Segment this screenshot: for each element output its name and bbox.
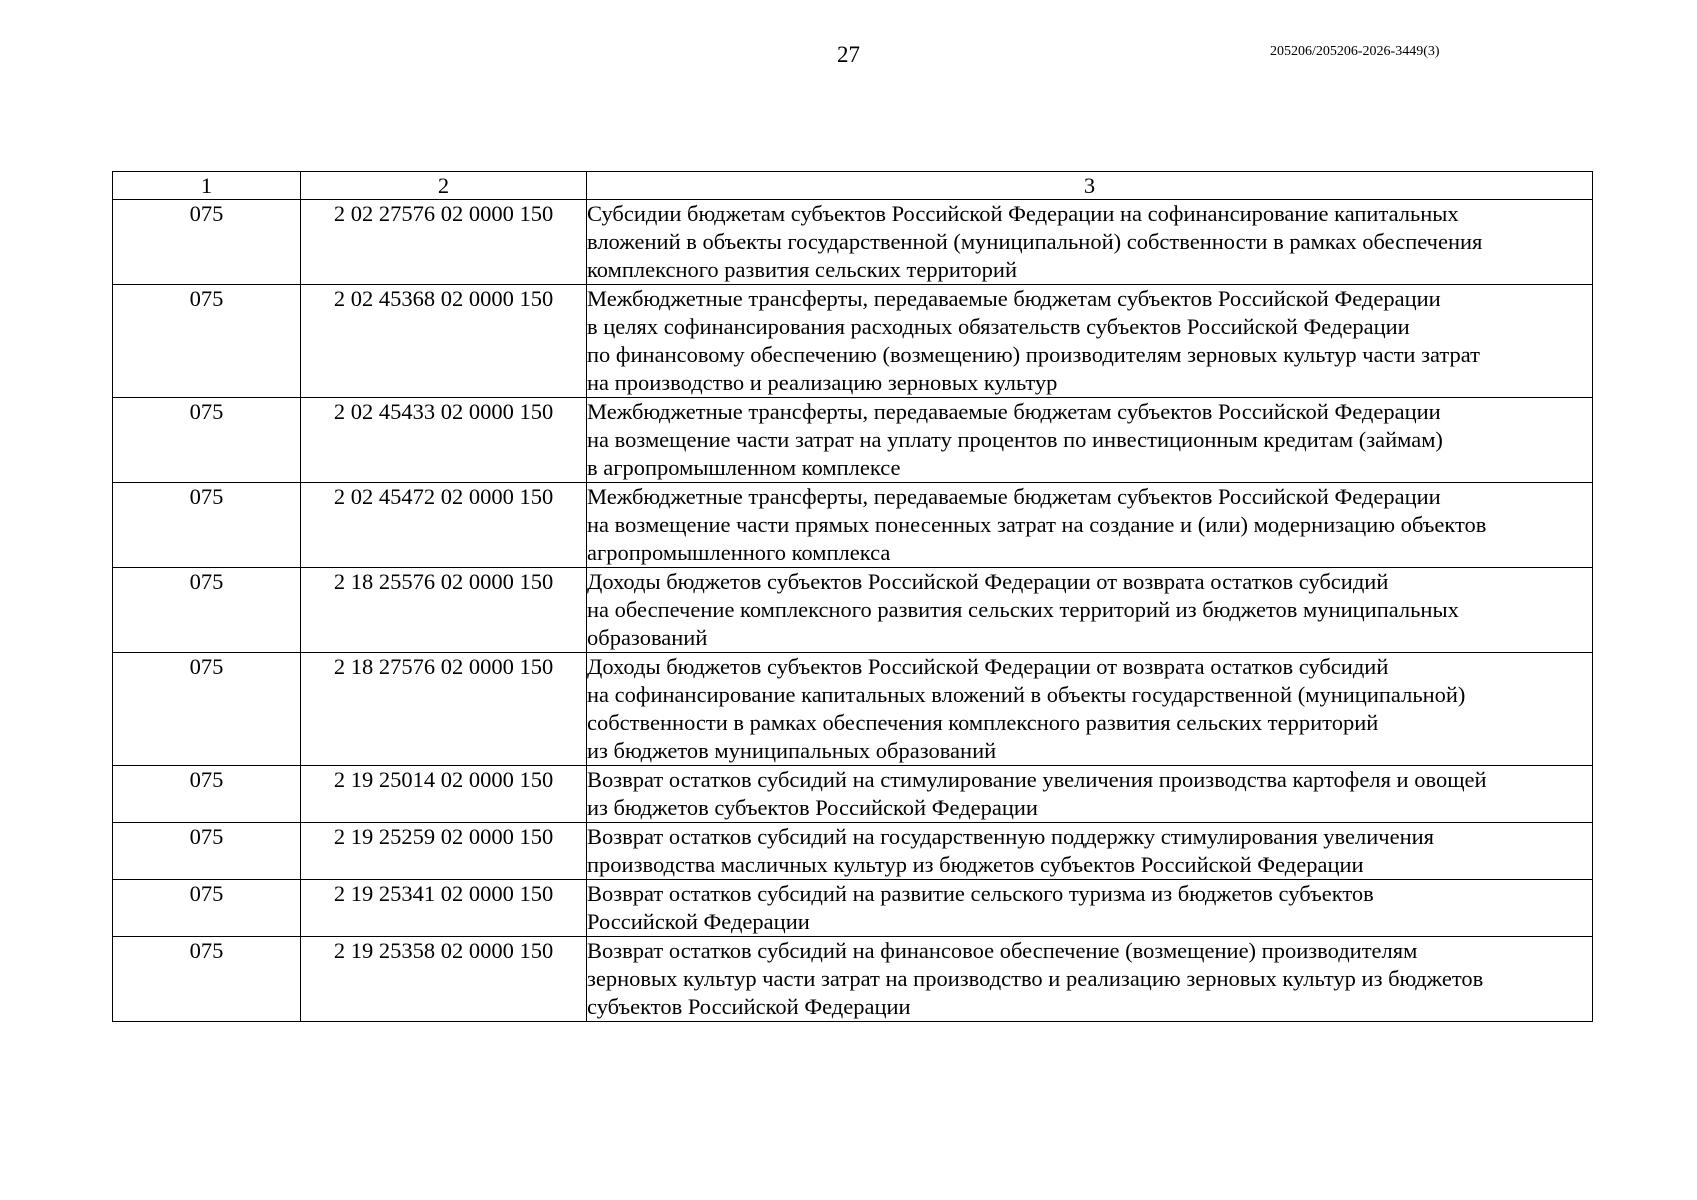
income-name-line: на возмещение части затрат на уплату процентов по инвестиционным кредитам (займам) (587, 427, 1443, 452)
budget-code-cell: 2 19 25358 02 0000 150 (301, 937, 587, 1022)
income-name-line: в агропромышленном комплексе (587, 455, 901, 480)
income-name-line: Возврат остатков субсидий на стимулирование увеличения производства картофеля и овощей (587, 767, 1487, 792)
column-header-2: 2 (301, 172, 587, 200)
income-name-cell (587, 823, 1593, 880)
income-name-line: из бюджетов муниципальных образований (587, 738, 997, 763)
income-name-line: Межбюджетные трансферты, передаваемые бюджетам субъектов Российской Федерации (587, 484, 1441, 509)
income-name-line: Российской Федерации (587, 909, 810, 934)
income-name-line: на возмещение части прямых понесенных затрат на создание и (или) модернизацию объектов (587, 512, 1487, 537)
admin-code-cell: 075 (113, 653, 301, 766)
budget-code-cell: 2 19 25259 02 0000 150 (301, 823, 587, 880)
income-name-line: Доходы бюджетов субъектов Российской Федерации от возврата остатков субсидий (587, 569, 1389, 594)
income-name-cell (587, 568, 1593, 653)
table-row (113, 653, 1593, 766)
income-name-line: агропромышленного комплекса (587, 540, 891, 565)
income-name-line: на софинансирование капитальных вложений в объекты государственной (муниципальной) (587, 682, 1466, 707)
income-name-line: собственности в рамках обеспечения комплексного развития сельских территорий (587, 710, 1379, 735)
budget-code-cell: 2 02 27576 02 0000 150 (301, 200, 587, 285)
budget-code-cell: 2 19 25014 02 0000 150 (301, 766, 587, 823)
table-row (113, 766, 1593, 823)
admin-code-cell: 075 (113, 823, 301, 880)
admin-code-cell: 075 (113, 937, 301, 1022)
income-name-cell (587, 200, 1593, 285)
table-row (113, 398, 1593, 483)
income-name-line: по финансовому обеспечению (возмещению) производителям зерновых культур части затрат (587, 342, 1480, 367)
income-name-line: Межбюджетные трансферты, передаваемые бюджетам субъектов Российской Федерации (587, 286, 1441, 311)
table-row (113, 483, 1593, 568)
income-name-cell (587, 285, 1593, 398)
column-header-1: 1 (113, 172, 301, 200)
table-body (113, 200, 1593, 1022)
income-name-line: зерновых культур части затрат на производство и реализацию зерновых культур из бюджетов (587, 966, 1484, 991)
income-name-line: образований (587, 625, 708, 650)
budget-code-cell: 2 02 45368 02 0000 150 (301, 285, 587, 398)
income-name-cell (587, 653, 1593, 766)
budget-codes-table (112, 171, 1593, 1022)
table-row (113, 937, 1593, 1022)
table-row (113, 568, 1593, 653)
budget-code-cell: 2 18 27576 02 0000 150 (301, 653, 587, 766)
admin-code-cell: 075 (113, 483, 301, 568)
admin-code-cell: 075 (113, 200, 301, 285)
income-name-line: Субсидии бюджетам субъектов Российской Федерации на софинансирование капитальных (587, 201, 1459, 226)
budget-code-cell: 2 02 45472 02 0000 150 (301, 483, 587, 568)
income-name-cell (587, 766, 1593, 823)
income-name-line: Возврат остатков субсидий на финансовое обеспечение (возмещение) производителям (587, 938, 1418, 963)
income-name-line: на обеспечение комплексного развития сельских территорий из бюджетов муниципальных (587, 597, 1459, 622)
income-name-line: комплексного развития сельских территорий (587, 257, 1017, 282)
income-name-line: Возврат остатков субсидий на государственную поддержку стимулирования увеличения (587, 824, 1435, 849)
income-name-cell (587, 483, 1593, 568)
budget-code-cell: 2 02 45433 02 0000 150 (301, 398, 587, 483)
income-name-line: Доходы бюджетов субъектов Российской Федерации от возврата остатков субсидий (587, 654, 1389, 679)
table-header-row (113, 172, 1593, 200)
admin-code-cell: 075 (113, 398, 301, 483)
income-name-line: Межбюджетные трансферты, передаваемые бюджетам субъектов Российской Федерации (587, 399, 1441, 424)
income-name-line: в целях софинансирования расходных обязательств субъектов Российской Федерации (587, 314, 1410, 339)
income-name-line: Возврат остатков субсидий на развитие сельского туризма из бюджетов субъектов (587, 881, 1374, 906)
income-name-line: вложений в объекты государственной (муниципальной) собственности в рамках обеспечения (587, 229, 1483, 254)
admin-code-cell: 075 (113, 285, 301, 398)
income-name-line: на производство и реализацию зерновых культур (587, 370, 1058, 395)
admin-code-cell: 075 (113, 766, 301, 823)
table-row (113, 285, 1593, 398)
table-row (113, 880, 1593, 937)
admin-code-cell: 075 (113, 880, 301, 937)
document-id: 205206/205206-2026-3449(3) (1270, 44, 1440, 59)
income-name-cell (587, 880, 1593, 937)
income-name-line: производства масличных культур из бюджетов субъектов Российской Федерации (587, 852, 1364, 877)
page-number: 27 (837, 42, 860, 67)
budget-code-cell: 2 19 25341 02 0000 150 (301, 880, 587, 937)
income-name-line: субъектов Российской Федерации (587, 994, 911, 1019)
income-name-cell (587, 398, 1593, 483)
table-row (113, 200, 1593, 285)
admin-code-cell: 075 (113, 568, 301, 653)
income-name-cell (587, 937, 1593, 1022)
column-header-3: 3 (587, 172, 1593, 200)
budget-code-cell: 2 18 25576 02 0000 150 (301, 568, 587, 653)
income-name-line: из бюджетов субъектов Российской Федерации (587, 795, 1038, 820)
table-row (113, 823, 1593, 880)
